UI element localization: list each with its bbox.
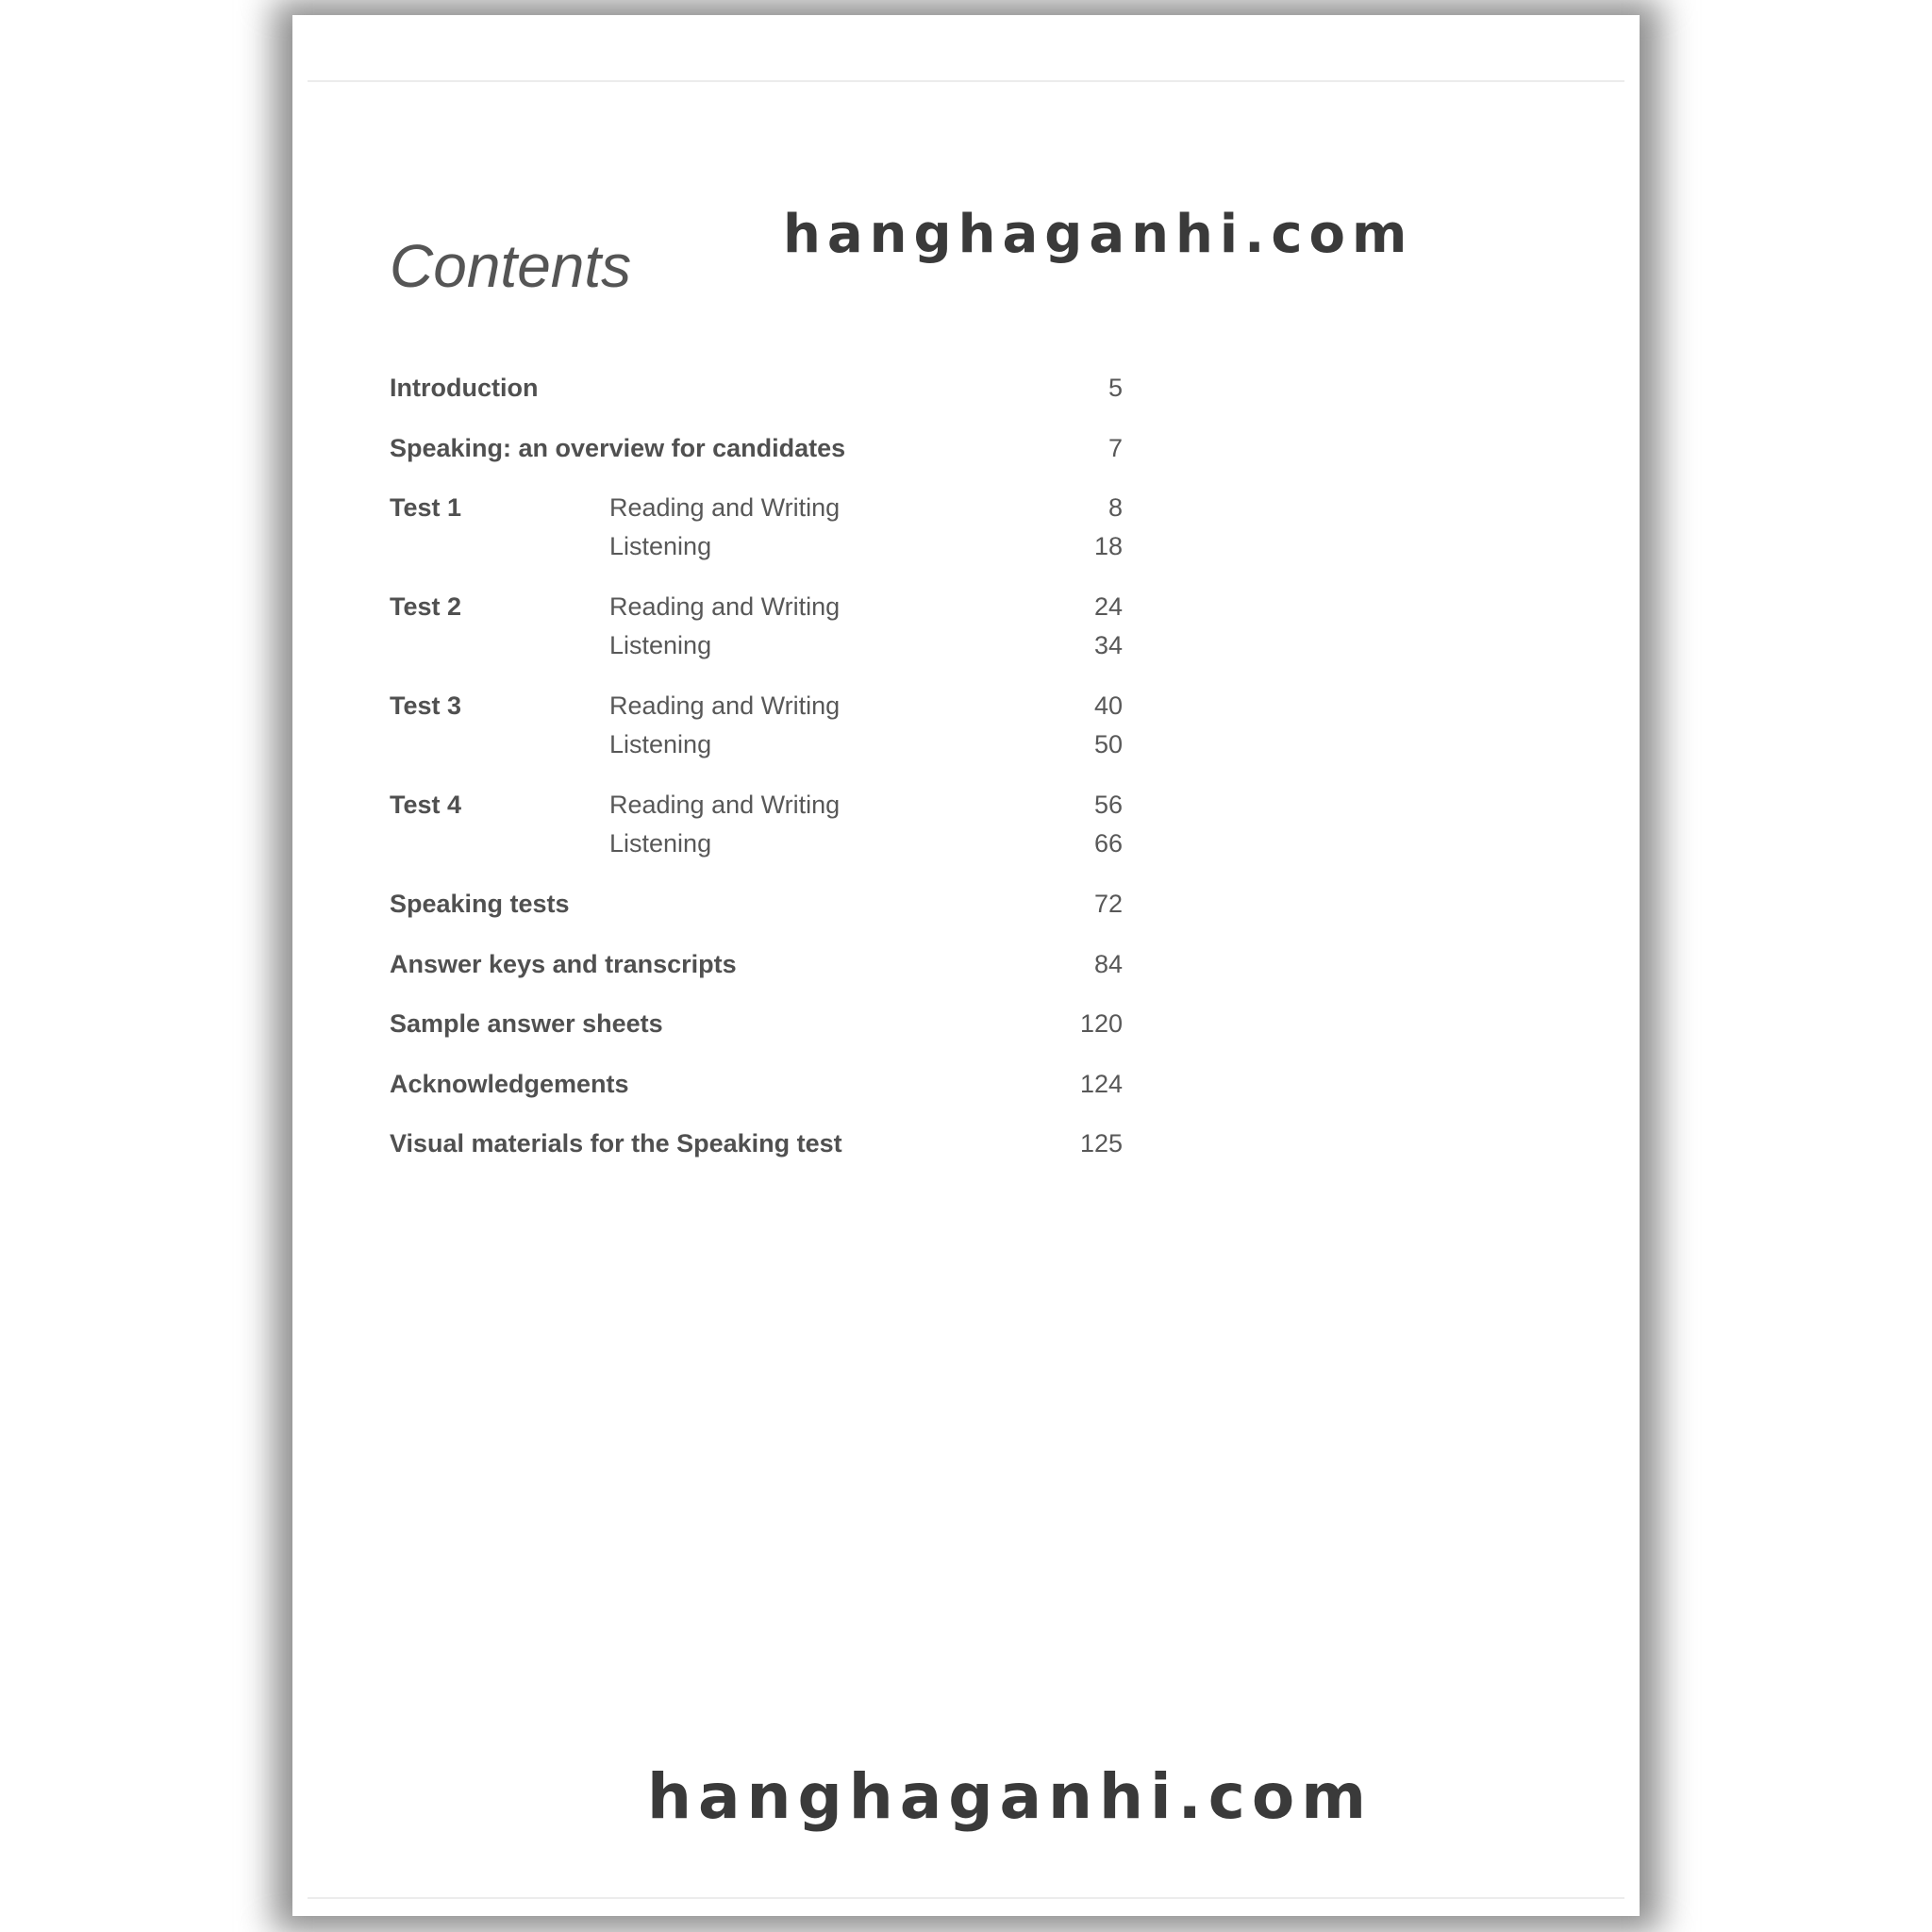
toc-entry-test-3-reading[interactable] [390, 691, 1123, 733]
toc-entry-sample-answer-sheets[interactable] [390, 1009, 1123, 1051]
toc-sub-label: Listening [609, 532, 712, 560]
toc-entry-test-2-listening[interactable] [390, 631, 1123, 673]
toc-page-number: 84 [1093, 950, 1123, 978]
toc-entry-test-3-listening[interactable] [390, 730, 1123, 772]
toc-page-number: 56 [1093, 791, 1123, 819]
toc-page-number: 5 [1108, 374, 1123, 402]
toc-test-label: Test 4 [390, 791, 462, 819]
toc-label: Speaking tests [390, 890, 570, 918]
toc-label: Answer keys and transcripts [390, 950, 737, 978]
toc-page-number: 125 [1079, 1129, 1123, 1158]
toc-page-number: 50 [1093, 730, 1123, 758]
toc-entry-test-2-reading[interactable] [390, 592, 1123, 634]
toc-page-number: 40 [1093, 691, 1123, 720]
toc-sub-label: Listening [609, 730, 712, 758]
toc-entry-acknowledgements[interactable] [390, 1070, 1123, 1111]
toc-page-number: 66 [1093, 829, 1123, 858]
toc-page-number: 24 [1093, 592, 1123, 621]
toc-sub-label: Reading and Writing [609, 493, 841, 522]
page-title: Contents [390, 232, 632, 300]
bottom-rule [308, 1897, 1624, 1899]
toc-sub-label: Listening [609, 829, 712, 858]
watermark-bottom: hanghaganhi.com [647, 1760, 1373, 1833]
toc-label: Visual materials for the Speaking test [390, 1129, 842, 1158]
toc-sub-label: Reading and Writing [609, 691, 841, 720]
toc-test-label: Test 3 [390, 691, 462, 720]
toc-entry-test-4-listening[interactable] [390, 829, 1123, 871]
toc-entry-answer-keys[interactable] [390, 950, 1123, 991]
top-rule [308, 80, 1624, 82]
toc-test-label: Test 2 [390, 592, 462, 621]
toc-label: Sample answer sheets [390, 1009, 663, 1038]
toc-page-number: 7 [1108, 434, 1123, 462]
toc-page-number: 120 [1079, 1009, 1123, 1038]
toc-page-number: 124 [1079, 1070, 1123, 1098]
toc-page-number: 34 [1093, 631, 1123, 659]
toc-entry-introduction[interactable] [390, 374, 1123, 415]
toc-page-number: 72 [1093, 890, 1123, 918]
toc-test-label: Test 1 [390, 493, 462, 522]
toc-entry-test-1-listening[interactable] [390, 532, 1123, 574]
toc-sub-label: Reading and Writing [609, 592, 841, 621]
toc-sub-label: Reading and Writing [609, 791, 841, 819]
toc-sub-label: Listening [609, 631, 712, 659]
toc-entry-test-1-reading[interactable] [390, 493, 1123, 535]
toc-label: Introduction [390, 374, 539, 402]
watermark-top: hanghaganhi.com [783, 204, 1414, 265]
toc-entry-visual-materials[interactable] [390, 1129, 1123, 1171]
toc-page-number: 8 [1108, 493, 1123, 522]
toc-entry-test-4-reading[interactable] [390, 791, 1123, 832]
toc-entry-speaking-tests[interactable] [390, 890, 1123, 931]
toc-label: Speaking: an overview for candidates [390, 434, 846, 462]
document-page [292, 15, 1640, 1916]
toc-entry-speaking-overview[interactable] [390, 434, 1123, 475]
toc-label: Acknowledgements [390, 1070, 629, 1098]
toc-page-number: 18 [1093, 532, 1123, 560]
